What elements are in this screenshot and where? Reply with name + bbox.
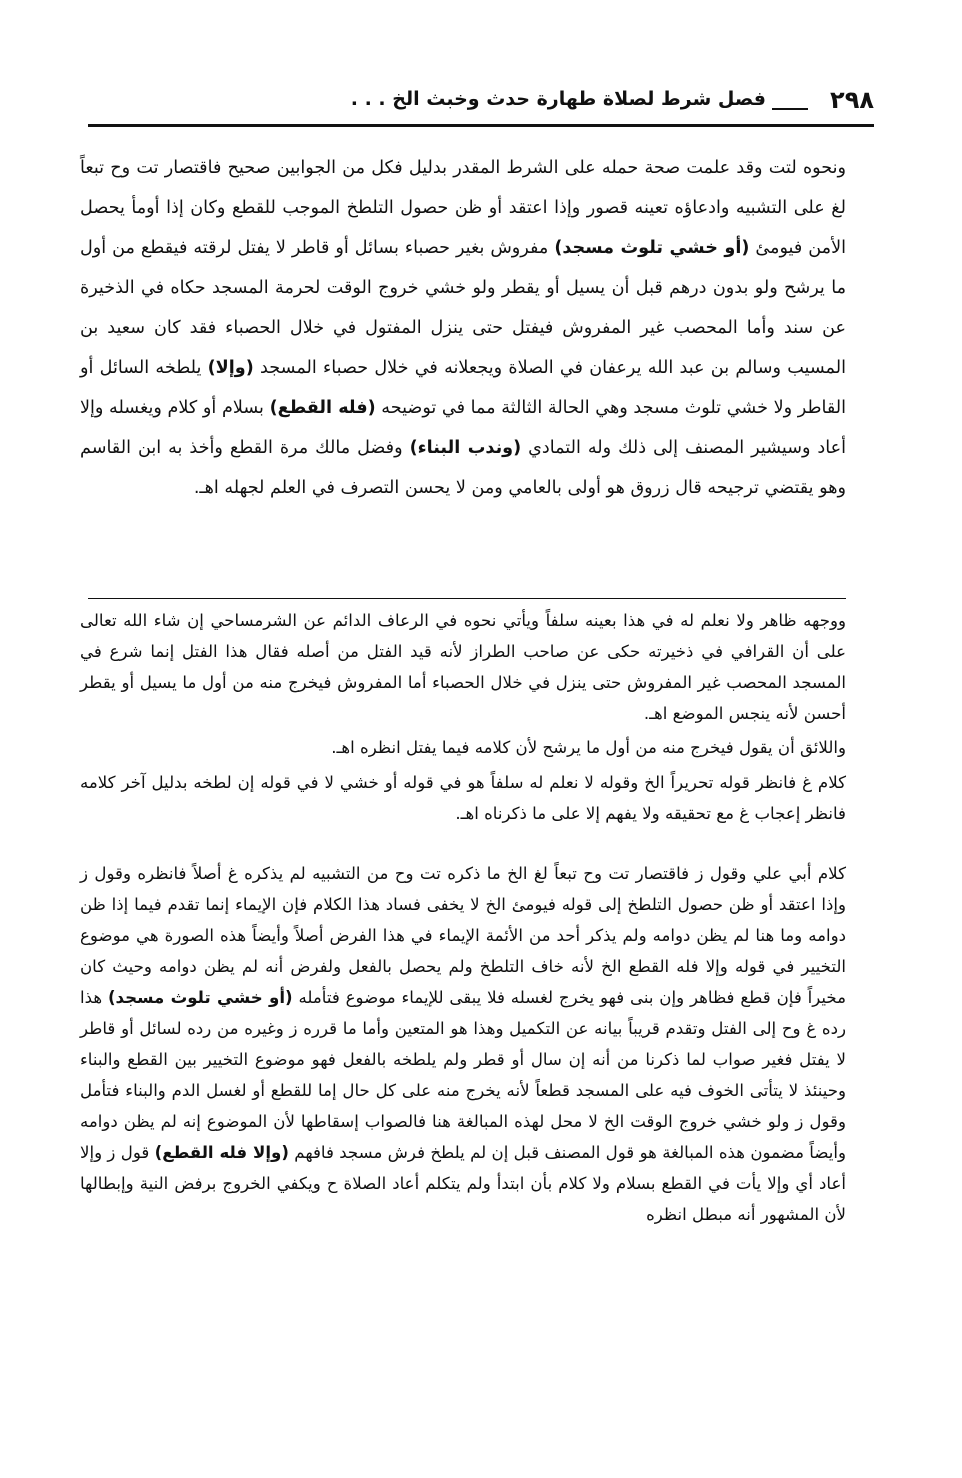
bold-matn-phrase: (فله القطع) [269,398,376,418]
footnote-run: هذا رده غ وح إلى الفتل وتقدم قريباً بيانه عن التكميل وهذا هو المتعين وأما ما قرره ز وغيره من رده لسائل أو قاطر لا يفتل فغير صواب لما ذكرنا من أنه إن سال أو قطر ولم يلطخه بالفعل فهو موضوع التخيير بين القطع والبناء وحينئذ لا يتأتى الخوف فيه على المسجد قطعاً لأنه يخرج منه على كل حال إما للقطع أو لغسل الدم والبناء فتأمل وقول ز ولو خشي خروج الوقت الخ لا محل لهذه المبالغة هنا فالصواب إسقاطها لأن الموضوع إنه لم يظن دوامه وأيضاً مضمون هذه المبالغة هو قول المصنف قبل إن لم يلطخ فرش مسجد فافهم [80,988,846,1162]
main-text-run: يلطخه السائل أو القاطر ولا خشي تلوث مسجد وهي الحالة الثالثة مما في توضيحه [80,358,846,418]
footnote-separator [88,598,846,599]
header-dash [772,108,808,110]
bold-matn-phrase: (وندب البناء) [409,438,522,458]
bold-matn-phrase: (وإلا فله القطع) [154,1143,289,1162]
main-text-run: وفضل مالك مرة القطع وأخذ به ابن القاسم وهو يقتضي ترجيحه قال زروق هو أولى بالعامي ومن لا يحسن التصرف في العلم لجهله اهـ. [80,438,846,498]
footnote-paragraph: ووجهه ظاهر ولا نعلم له في هذا بعينه سلفاً ويأتي نحوه في الرعاف الدائم عن الشرمساحي إن شاء الله تعالى على أن القرافي في ذخيرته حكى عن صاحب الطراز لأنه قيد الفتل من أصله فقال هذا الفتل إنما شرع في المسجد المحصب غير المفروش حتى ينزل في خلال الحصباء أما المفروش فيخرج منه من أول ما يسيل أو يقطر أحسن لأنه ينجس الموضع اهـ. [80,611,846,723]
footnote-run: قول ز وإلا أعاد أي وإلا يأت في القطع بسلام ولا كلام بأن ابتدأ ولم يتكلم أعاد الصلاة ح ويكفي الخروج برفض النية وإبطالها لأن المشهور أنه مبطل انظره [80,1143,846,1224]
footnote-paragraph: واللائق أن يقول فيخرج منه من أول ما يرشح لأن كلامه فيما يفتل انظره اهـ. [331,738,846,757]
footnote-run: كلام أبي علي وقول ز فاقتصار تت وح تبعاً لغ الخ ما ذكره تت وح من التشبيه لم يذكره غ أصلاً فانظره وقول ز وإذا اعتقد أو ظن حصول التلطخ إلى قوله فيومئ الخ لا يخفى فساد هذا الكلام فإن الإيماء إنما تقدم فيما إذا ظن دوامه وما هنا لم يظن دوامه ولم يذكر أحد من الأئمة الإيماء في هذا الفرض أصلاً وأيضاً هذه الصورة هي موضوع التخيير في قوله وإلا فله القطع الخ لأنه خاف التلطخ ولم يحصل بالفعل ولفرض أنه لم يظن دوامه وحيث كان مخيراً فإن قطع فظاهر وإن بنى فهو يخرج لغسله فلا يبقى للإيماء موضوع فتأمله [80,864,846,1007]
bold-matn-phrase: (أو خشي تلوث مسجد) [554,238,750,258]
running-title: فصل شرط لصلاة طهارة حدث وخبث الخ . . . [350,88,766,110]
header-rule [88,124,874,127]
footnote-paragraph: كلام غ فانظر قوله تحريراً الخ وقوله لا نعلم له سلفاً هو في قوله أو خشي لا في قوله إن لطخه بدليل آخر كلامه فانظر إعجاب غ مع تحقيقه ولا يفهم إلا على ما ذكرناه اهـ. [80,773,846,823]
footnote-paragraph [80,858,846,1230]
bold-matn-phrase: (وإلا) [207,358,254,378]
main-text-run: ونحوه لتت وقد علمت صحة حمله على الشرط المقدر بدليل فكل من الجوابين صحيح فاقتصار تت وح تبعاً لغ على التشبيه وادعاؤه تعينه قصور وإذا اعتقد أو ظن حصول التلطخ الموجب للقطع وكان إذا أومأ يحصل الأمن فيومئ [80,158,846,258]
main-text [80,148,846,508]
bold-matn-phrase: (أو خشي تلوث مسجد) [107,988,293,1007]
main-text-run: بسلام أو كلام ويغسله وإلا أعاد وسيشير المصنف إلى ذلك وله التمادي [80,398,846,458]
page-number: ٢٩٨ [830,86,874,114]
page-header [88,84,874,126]
main-text-run: مفروش بغير حصباء بسائل أو قاطر لا يفتل لرقته فيقطع من أول ما يرشح ولو بدون درهم قبل أن يسيل أو يقطر ولو خشي خروج الوقت لحرمة المسجد حكاه في الذخيرة عن سند وأما المحصب غير المفروش فيفتل حتى ينزل المفتول في خلال الحصباء فقد كان سعيد بن المسيب وسالم بن عبد الله يرعفان في الصلاة ويجعلانه في خلال حصباء المسجد [80,238,846,378]
